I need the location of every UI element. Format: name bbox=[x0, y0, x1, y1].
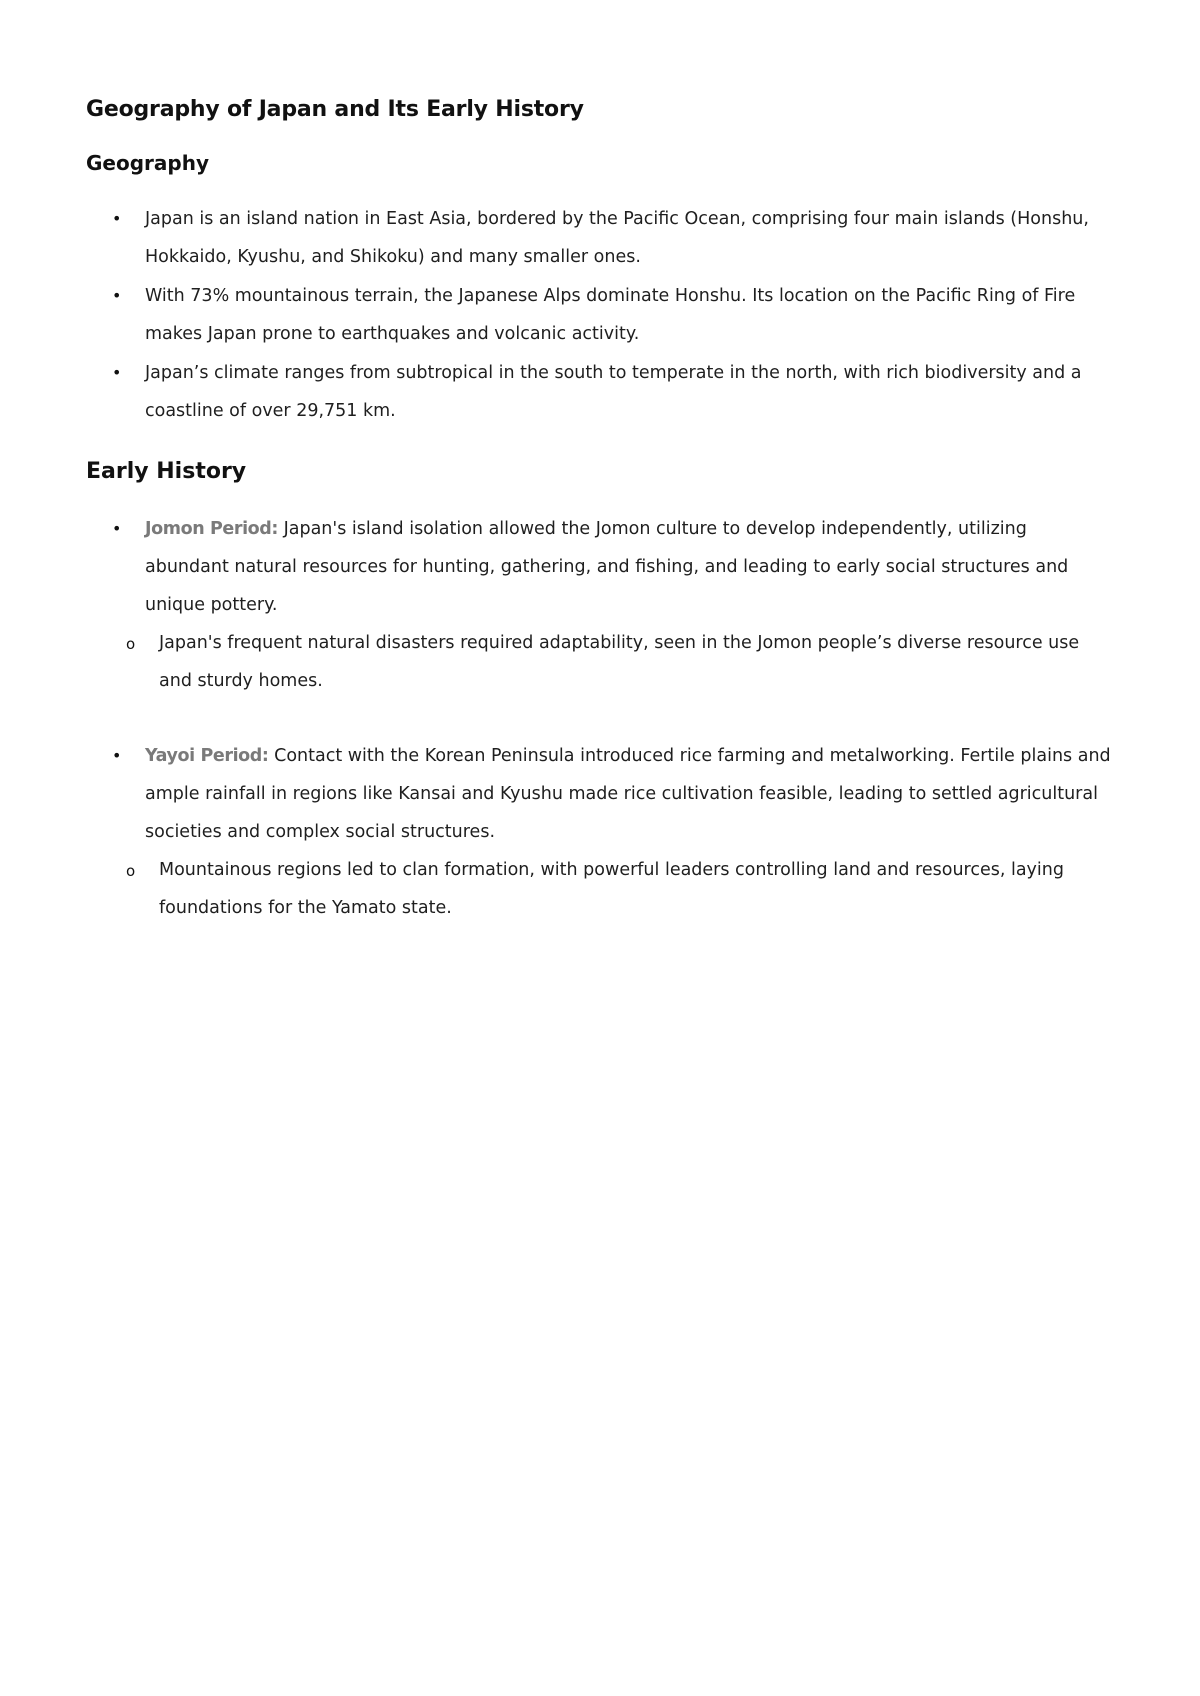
period-term: Yayoi Period: bbox=[145, 746, 269, 766]
period-text: Contact with the Korean Peninsula introduced rice farming and metalworking. Fertile plains and ample rainfall in regions like Kansai and Kyushu made rice cultivation feasible, leading to settled agricultural societies and complex social structures. bbox=[145, 746, 1111, 842]
bullet-marker: • bbox=[112, 286, 122, 305]
geography-heading: Geography bbox=[86, 151, 209, 175]
period-text: Japan's island isolation allowed the Jomon culture to develop independently, utilizing abundant natural resources for hunting, gathering, and fishing, and leading to early social structures and unique pottery. bbox=[145, 519, 1069, 615]
list-item-yayoi bbox=[86, 737, 1116, 927]
bullet-marker: • bbox=[112, 209, 122, 228]
bullet-marker: • bbox=[112, 746, 122, 765]
early-history-list bbox=[86, 510, 1116, 700]
early-history-list-continued bbox=[86, 737, 1116, 927]
list-item-jomon bbox=[86, 510, 1116, 700]
document-body bbox=[86, 92, 1116, 928]
sub-list-item bbox=[86, 624, 1116, 700]
bullet-marker: • bbox=[112, 519, 122, 538]
bullet-text: Japan’s climate ranges from subtropical in the south to temperate in the north, with rich biodiversity and a coastline of over 29,751 km. bbox=[145, 363, 1082, 421]
sub-bullet-text: Mountainous regions led to clan formation, with powerful leaders controlling land and resources, laying foundations for the Yamato state. bbox=[159, 860, 1064, 918]
sub-list-item bbox=[86, 851, 1116, 927]
bullet-text: Japan is an island nation in East Asia, bordered by the Pacific Ocean, comprising four main islands (Honshu, Hokkaido, Kyushu, and Shikoku) and many smaller ones. bbox=[145, 209, 1089, 267]
sub-bullet-marker: o bbox=[126, 635, 136, 653]
list-item bbox=[86, 354, 1116, 430]
sub-list bbox=[126, 851, 1116, 927]
sub-bullet-text: Japan's frequent natural disasters required adaptability, seen in the Jomon people’s diverse resource use and sturdy homes. bbox=[159, 633, 1080, 691]
bullet-marker: • bbox=[112, 363, 122, 382]
spacer bbox=[86, 701, 1116, 737]
document-title: Geography of Japan and Its Early History bbox=[86, 97, 584, 122]
list-item bbox=[86, 277, 1116, 353]
bullet-text: With 73% mountainous terrain, the Japanese Alps dominate Honshu. Its location on the Pacific Ring of Fire makes Japan prone to earthquakes and volcanic activity. bbox=[145, 286, 1076, 344]
early-history-heading: Early History bbox=[86, 459, 247, 484]
period-term: Jomon Period: bbox=[145, 519, 279, 539]
geography-list bbox=[86, 200, 1116, 430]
sub-list bbox=[126, 624, 1116, 700]
list-item bbox=[86, 200, 1116, 276]
sub-bullet-marker: o bbox=[126, 862, 136, 880]
